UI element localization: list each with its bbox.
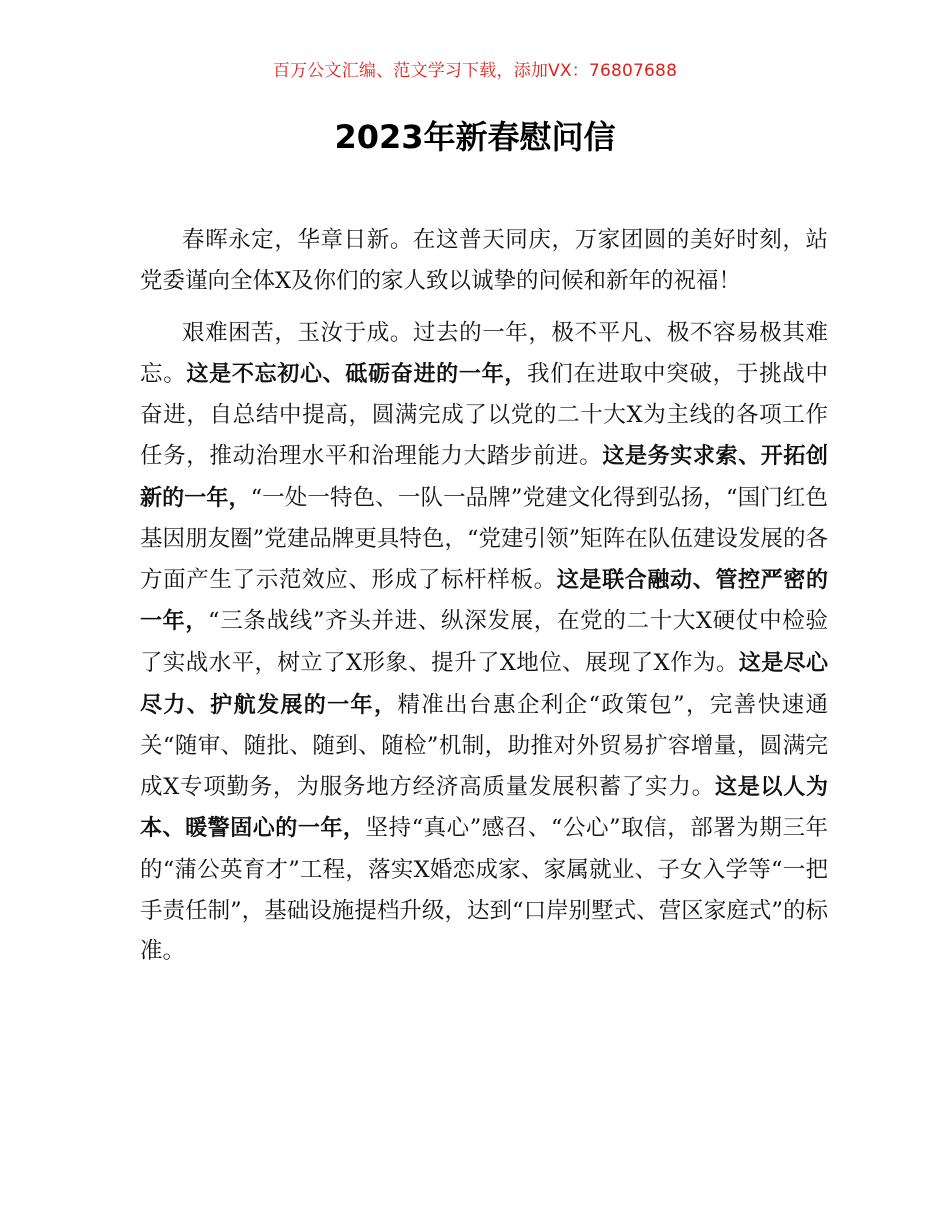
review-text-4: 精准出台惠企利企“政策包”，完善快速通关“随审、随批、随到、随检”机制，助推对外贸易扩容增量，圆满完成X专项勤务，为服务地方经济高质量发展积蓄了实力。 <box>140 691 828 800</box>
highlight-1: 这是不忘初心、砥砺奋进的一年， <box>186 361 528 387</box>
highlight-2: 这是务实求索、开拓创新的一年， <box>140 443 828 511</box>
review-text-3: “三条战线”齐头并进、纵深发展，在党的二十大X硬仗中检验了实战水平，树立了X形象、提升了X地位、展现了X作为。 <box>140 608 828 676</box>
letter-body <box>140 220 828 984</box>
document-title: 2023年新春慰问信 <box>334 118 616 156</box>
review-text-2: “一处一特色、一队一品牌”党建文化得到弘扬，“国门红色基因朋友圈”党建品牌更具特色，“党建引领”矩阵在队伍建设发展的各方面产生了示范效应、形成了标杆样板。 <box>140 484 828 593</box>
highlight-5: 这是以人为本、暖警固心的一年， <box>140 774 828 842</box>
review-text-1: 我们在进取中突破，于挑战中奋进，自总结中提高，圆满完成了以党的二十大X为主线的各项工作任务，推动治理水平和治理能力大踏步前进。 <box>140 360 828 469</box>
review-intro: 艰难困苦，玉汝于成。过去的一年，极不平凡、极不容易极其难忘。 <box>140 320 828 387</box>
paragraph-greeting: 春晖永定，华章日新。在这普天同庆，万家团圆的美好时刻，站党委谨向全体X及你们的家人致以诚挚的问候和新年的祝福！ <box>140 227 828 294</box>
paragraph-review <box>140 313 828 972</box>
highlight-3: 这是联合融动、管控严密的一年， <box>140 567 828 635</box>
download-banner: 百万公文汇编、范文学习下载，添加VX：76807688 <box>272 61 678 81</box>
highlight-4: 这是尽心尽力、护航发展的一年， <box>140 650 828 718</box>
review-text-5: 坚持“真心”感召、“公心”取信，部署为期三年的“蒲公英育才”工程，落实X婚恋成家、家属就业、子女入学等“一把手责任制”，基础设施提档升级，达到“口岸别墅式、营区家庭式”的标准。 <box>140 815 828 965</box>
